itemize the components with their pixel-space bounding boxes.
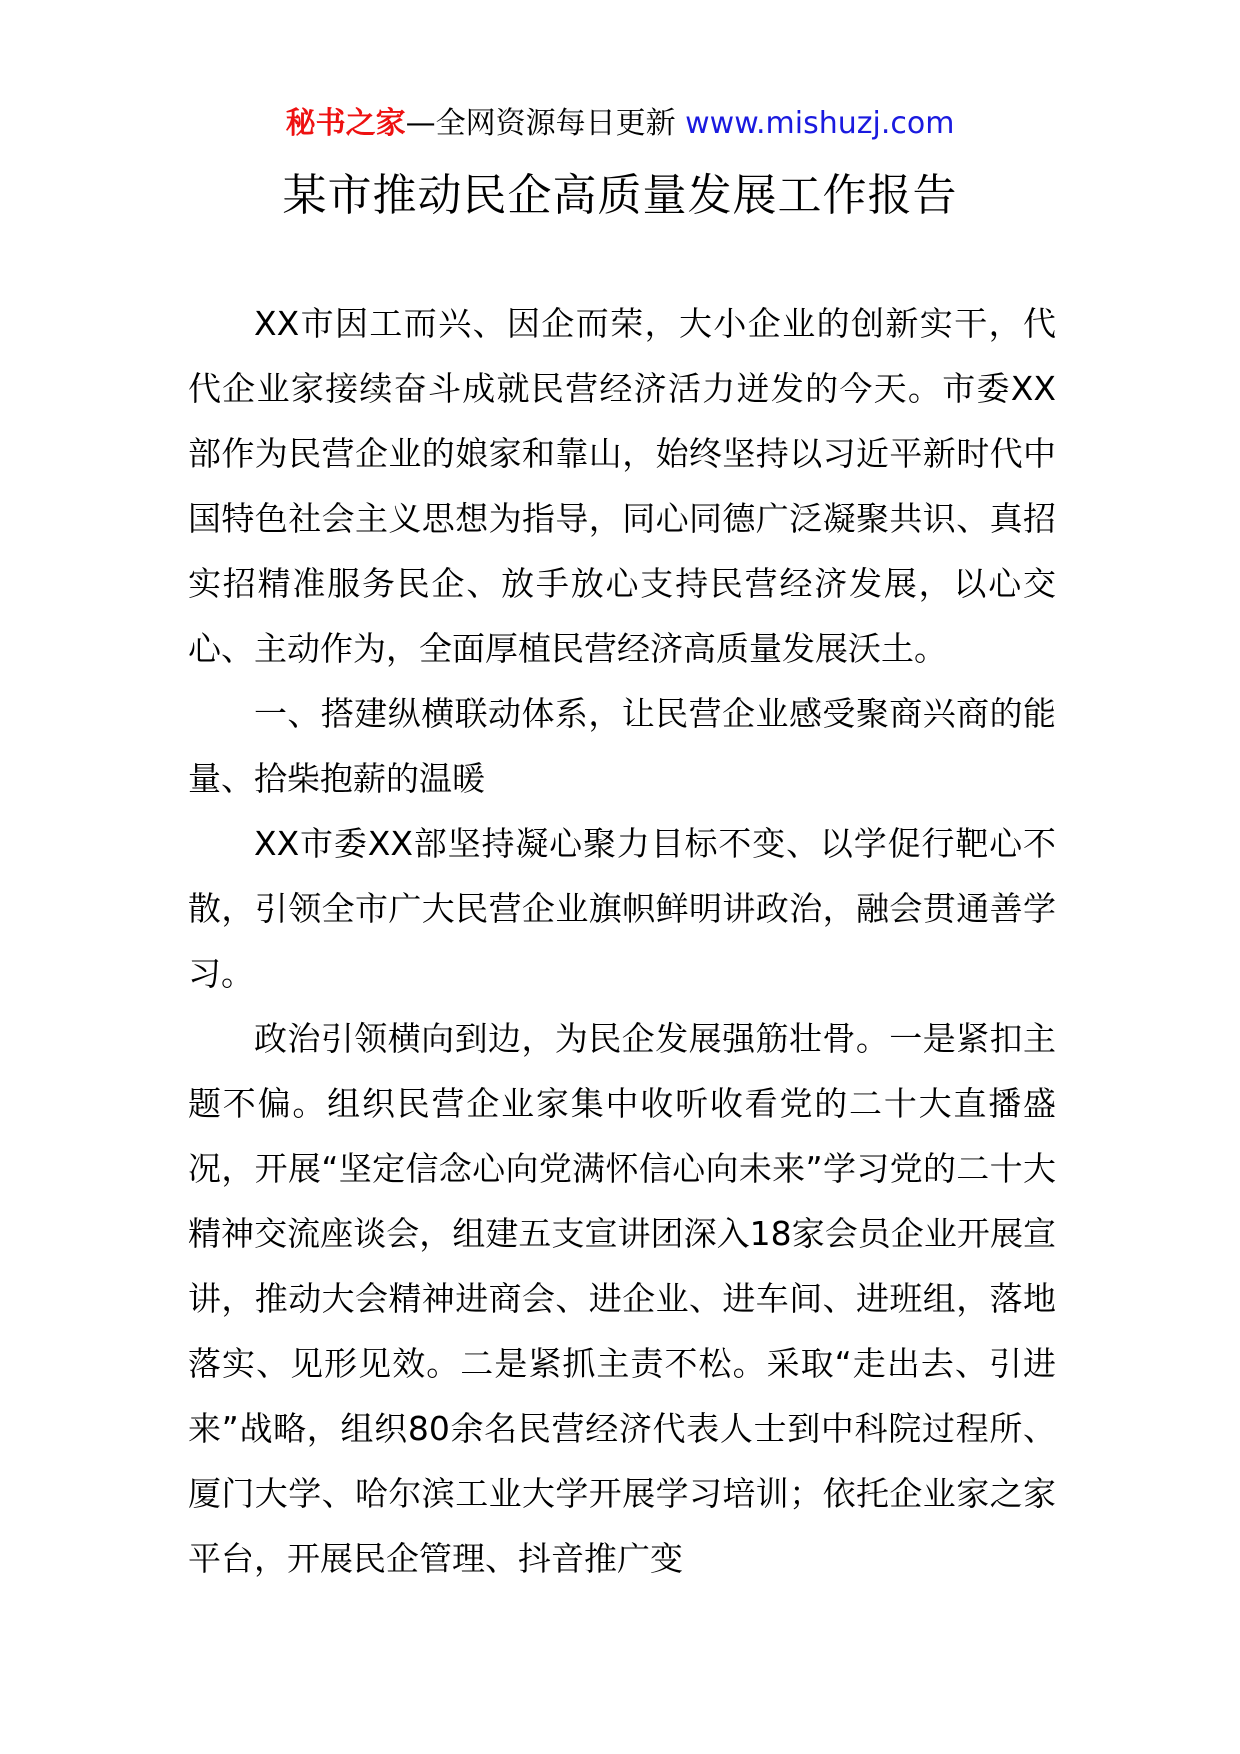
watermark-header bbox=[0, 104, 1240, 144]
site-brand: 秘书之家 bbox=[285, 106, 406, 141]
paragraph-political-guidance: 政治引领横向到边，为民企发展强筋壮骨。一是紧扣主题不偏。组织民营企业家集中收听收看党的二十大直播盛况，开展“坚定信念心向党满怀信心向未来”学习党的二十大精神交流座谈会，组建五支宣讲团深入18家会员企业开展宣讲，推动大会精神进商会、进企业、进车间、进班组，落地落实、见形见效。二是紧抓主责不松。采取“走出去、引进来”战略，组织80余名民营经济代表人士到中科院过程所、厦门大学、哈尔滨工业大学开展学习培训；依托企业家之家平台，开展民企管理、抖音推广变 bbox=[188, 1019, 1056, 1578]
document-title: 某市推动民企高质量发展工作报告 bbox=[282, 170, 958, 221]
paragraph-intro: XX市因工而兴、因企而荣，大小企业的创新实干，代代企业家接续奋斗成就民营经济活力迸发的今天。市委XX部作为民营企业的娘家和靠山，始终坚持以习近平新时代中国特色社会主义思想为指导，同心同德广泛凝聚共识、真招实招精准服务民企、放手放心支持民营经济发展，以心交心、主动作为，全面厚植民营经济高质量发展沃土。 bbox=[188, 304, 1056, 668]
document-body bbox=[188, 291, 1056, 1591]
site-url-link[interactable]: www.mishuzj.com bbox=[685, 106, 955, 141]
site-tagline: —全网资源每日更新 bbox=[405, 106, 676, 141]
paragraph-section-1-lead: XX市委XX部坚持凝心聚力目标不变、以学促行靶心不散，引领全市广大民营企业旗帜鲜明讲政治，融会贯通善学习。 bbox=[188, 824, 1056, 993]
section-heading-1: 一、搭建纵横联动体系，让民营企业感受聚商兴商的能量、拾柴抱薪的温暖 bbox=[188, 694, 1056, 798]
